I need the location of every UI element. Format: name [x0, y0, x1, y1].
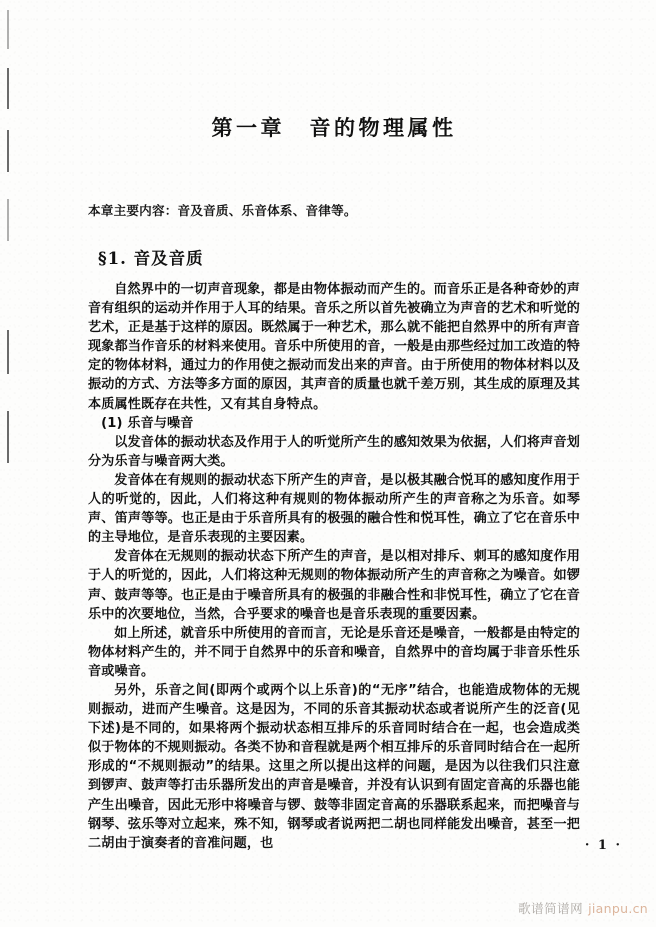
edge-mark — [7, 199, 9, 241]
body-paragraph: 如上所述，就音乐中所使用的音而言，无论是乐音还是噪音，一般都是由特定的物体材料产生的，并不同于自然界中的乐音和噪音，自然界中的音均属于非音乐性乐音或噪音。 — [88, 625, 580, 679]
body-text — [88, 269, 580, 853]
body-paragraph: 发音体在无规则的振动状态下所产生的声音，是以相对排斥、刺耳的感知度作用于人的听觉的，因此，人们将这种无规则的物体振动所产生的声音称之为噪音。如锣声、鼓声等等。也正是由于噪音所具有的极强的非融合性和非悦耳性，确立了它在音乐中的次要地位，当然，合乎要求的噪音也是音乐表现的重要因素。 — [88, 549, 580, 622]
page-edge-scan-marks — [0, 0, 24, 927]
site-watermark — [518, 899, 648, 917]
section-heading: §1. 音及音质 — [98, 249, 204, 268]
body-paragraph: 自然界中的一切声音现象，都是由物体振动而产生的。而音乐正是各种奇妙的声音有组织的运动并作用于人耳的结果。音乐之所以首先被确立为声音的艺术和听觉的艺术，正是基于这样的原因。既然属于一种艺术，那么就不能把自然界中的所有声音现象都当作音乐的材料来使用。音乐中所使用的音，一般是由那些经过加工改造的特定的物体材料，通过力的作用使之振动而发出来的声音。由于所使用的物体材料以及振动的方式、方法等多方面的原因，其声音的质量也就千差万别，其生成的原理及其本质属性既存在共性，又有其自身特点。 — [88, 282, 580, 412]
body-paragraph: 另外，乐音之间(即两个或两个以上乐音)的“无序”结合，也能造成物体的无规则振动，进而产生噪音。这是因为，不同的乐音其振动状态或者说所产生的泛音(见下述)是不同的，如果将两个振动状态相互排斥的乐音同时结合在一起，也会造成类似于物体的不规则振动。各类不协和音程就是两个相互排斥的乐音同时结合在一起所形成的“不规则振动”的结果。这里之所以提出这样的问题，是因为以往我们只注意到锣声、鼓声等打击乐器所发出的声音是噪音，并没有认识到有固定音高的乐器也能产生出噪音，因此无形中将噪音与锣、鼓等非固定音高的乐器联系起来，而把噪音与钢琴、弦乐等对立起来，殊不知，钢琴或者说两把二胡也同样能发出噪音，甚至一把二胡由于演奏者的音准问题，也 — [88, 682, 580, 851]
page-number: · 1 · — [584, 838, 622, 853]
chapter-summary-line: 本章主要内容：音及音质、乐音体系、音律等。 — [88, 203, 357, 218]
text-column — [88, 0, 580, 853]
watermark-domain-label: jianpu.cn — [588, 901, 648, 916]
edge-mark — [7, 411, 9, 463]
chapter-title: 第一章 音的物理属性 — [211, 115, 457, 140]
watermark-chinese-label: 歌谱简谱网 — [518, 901, 584, 916]
edge-mark — [7, 130, 9, 172]
body-paragraph: 以发音体的振动状态及作用于人的听觉所产生的感知效果为依据，人们将声音划分为乐音与噪音两大类。 — [88, 434, 580, 469]
edge-mark — [7, 68, 9, 109]
edge-mark — [7, 10, 9, 49]
body-subheading: (1) 乐音与噪音 — [101, 415, 194, 431]
body-paragraph: 发音体在有规则的振动状态下所产生的声音，是以极其融合悦耳的感知度作用于人的听觉的，因此，人们将这种有规则的物体振动所产生的声音称之为乐音。如琴声、笛声等等。也正是由于乐音所具有的极强的融合性和悦耳性，确立了它在音乐中的主导地位，是音乐表现的主要因素。 — [88, 472, 580, 546]
edge-mark — [7, 330, 9, 374]
